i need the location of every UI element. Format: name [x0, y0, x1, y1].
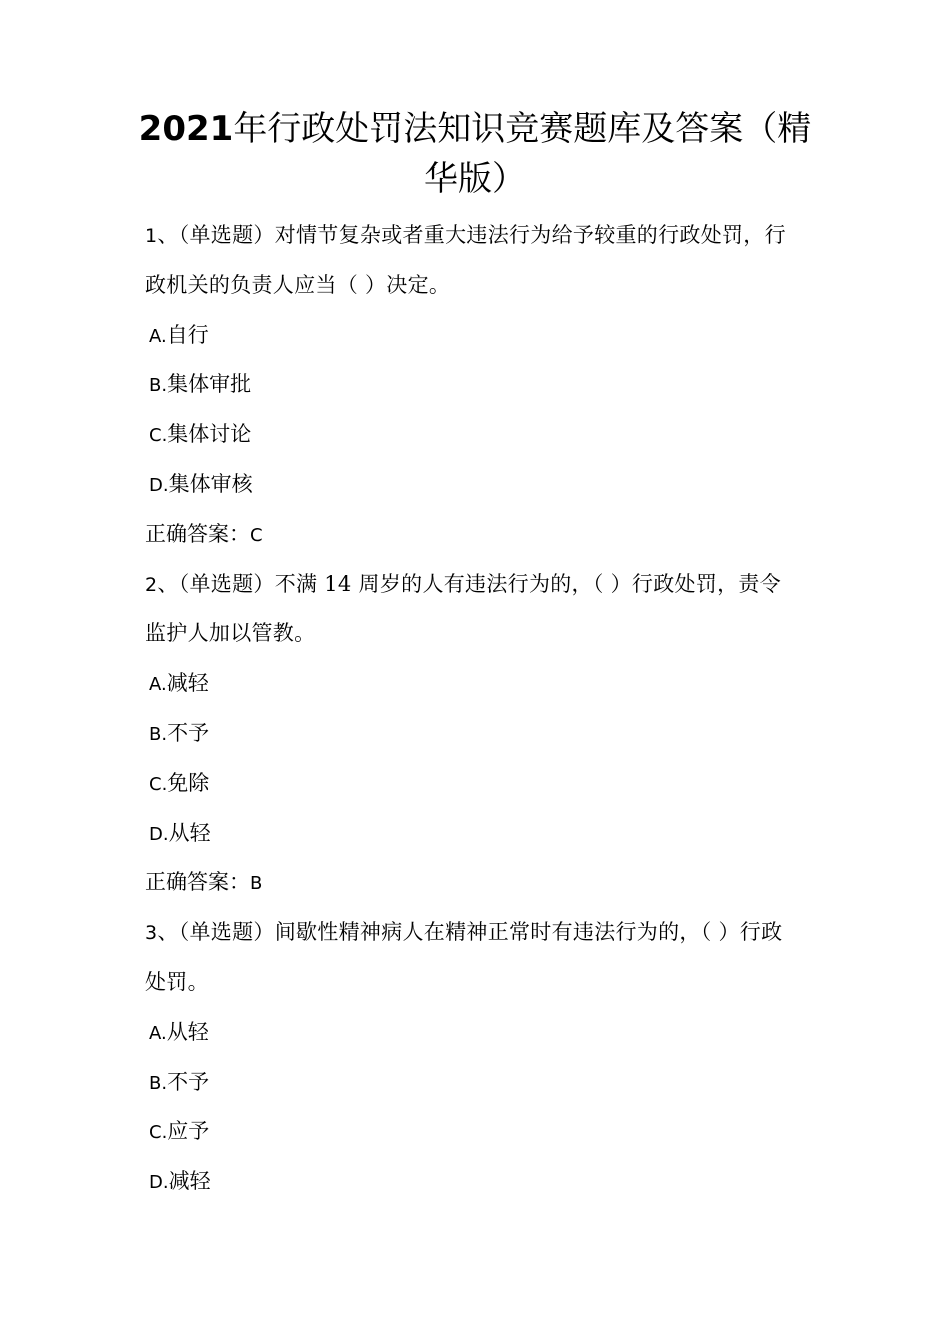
option-text: 不予 — [167, 1069, 210, 1094]
option-text: 免除 — [167, 770, 210, 795]
option-letter: C. — [149, 425, 168, 447]
question-1-stem-line-2: 政机关的负责人应当（ ）决定。 — [145, 272, 451, 297]
question-1-answer — [145, 510, 810, 560]
question-2-stem-line-1 — [145, 560, 810, 610]
question-1-option-a — [145, 311, 810, 361]
option-letter: B. — [149, 1072, 168, 1094]
question-stem-text: 、（单选题）间歇性精神病人在精神正常时有违法行为的，（ ）行政 — [157, 920, 783, 945]
question-3-option-d — [145, 1157, 810, 1207]
answer-label: 正确答案： — [145, 521, 250, 546]
question-1-option-c — [145, 410, 810, 460]
option-letter: A. — [149, 674, 167, 696]
option-letter: C. — [149, 773, 168, 795]
document-title — [120, 104, 830, 204]
option-text: 从轻 — [168, 820, 211, 845]
option-letter: B. — [149, 723, 168, 745]
question-2-option-b — [145, 709, 810, 759]
option-letter: B. — [149, 375, 168, 397]
title-line-1 — [120, 104, 830, 154]
option-text: 从轻 — [166, 1019, 209, 1044]
question-1-option-d — [145, 460, 810, 510]
question-number: 1 — [145, 225, 158, 247]
option-letter: A. — [149, 325, 167, 347]
question-3-option-a — [145, 1008, 810, 1058]
question-3-stem-line-2: 处罚。 — [145, 969, 209, 994]
question-number: 3 — [145, 922, 158, 945]
option-text: 应予 — [167, 1119, 210, 1144]
answer-label: 正确答案： — [145, 870, 250, 895]
title-year: 2021 — [138, 109, 234, 149]
option-text: 集体审批 — [167, 372, 252, 397]
question-2-answer — [145, 858, 810, 908]
option-text: 不予 — [167, 720, 210, 745]
option-letter: C. — [149, 1122, 168, 1144]
question-list — [145, 211, 810, 1207]
question-3-option-c — [145, 1107, 810, 1157]
title-text: 年行政处罚法知识竞赛题库及答案（精 — [233, 109, 812, 149]
option-letter: A. — [149, 1022, 167, 1044]
option-letter: D. — [149, 1172, 169, 1194]
option-text: 减轻 — [166, 671, 209, 696]
option-text: 减轻 — [168, 1169, 211, 1194]
question-2-option-d — [145, 809, 810, 859]
question-1-stem-line-1 — [145, 211, 810, 261]
option-text: 自行 — [166, 322, 209, 347]
title-line-2: 华版） — [424, 159, 526, 199]
option-text: 集体审核 — [168, 471, 253, 496]
option-text: 集体讨论 — [167, 422, 252, 447]
question-stem-text: 、（单选题）对情节复杂或者重大违法行为给予较重的行政处罚，行 — [157, 223, 786, 247]
question-number: 2 — [145, 573, 158, 596]
question-stem-text: 、（单选题）不满 14 周岁的人有违法行为的，（ ）行政处罚，责令 — [157, 571, 782, 596]
answer-value: B — [250, 873, 263, 895]
option-letter: D. — [149, 823, 169, 845]
question-2-option-a — [145, 659, 810, 709]
question-2-option-c — [145, 759, 810, 809]
question-3-option-b — [145, 1058, 810, 1108]
answer-value: C — [250, 524, 263, 546]
question-3-stem-line-1 — [145, 908, 810, 958]
question-2-stem-line-2: 监护人加以管教。 — [145, 621, 316, 646]
question-1-option-b — [145, 360, 810, 410]
option-letter: D. — [149, 474, 169, 496]
